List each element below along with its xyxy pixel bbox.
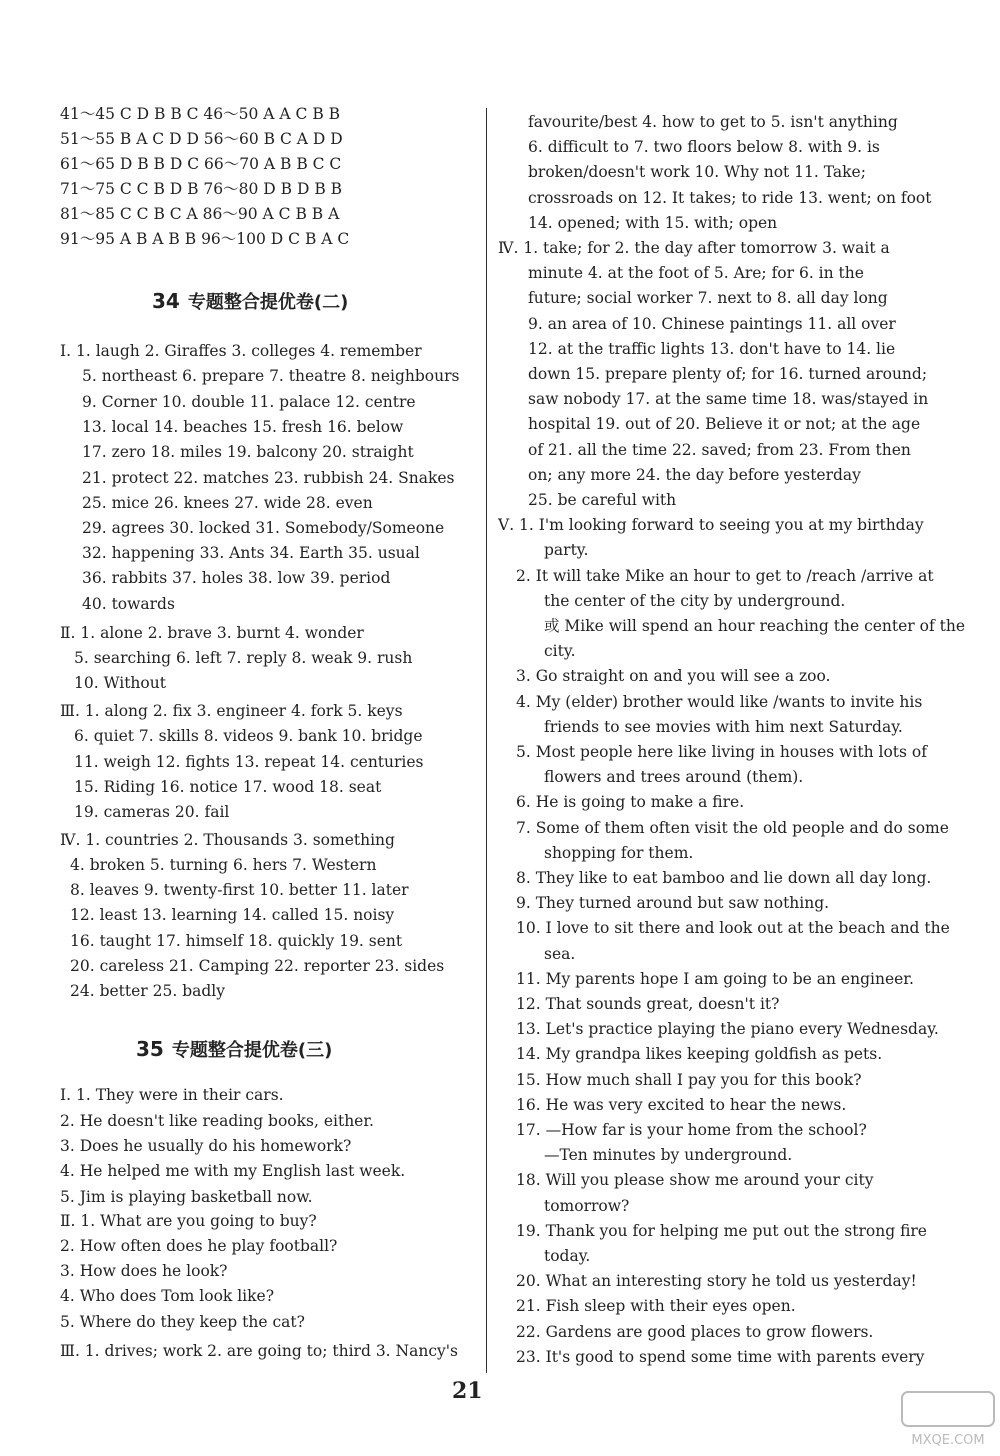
answer-line: broken/doesn't work 10. Why not 11. Take; xyxy=(528,163,866,182)
section-title-text: 专题整合提优卷(三) xyxy=(171,1040,333,1061)
answer-line: today. xyxy=(544,1247,591,1265)
answer-line: 10. Without xyxy=(74,674,166,692)
answer-line: Ⅲ. 1. drives; work 2. are going to; third 3. Nancy's xyxy=(60,1342,458,1360)
answer-line: 91～95 A B A B B 96～100 D C B A C xyxy=(60,230,350,248)
section-title-35 xyxy=(136,1036,332,1062)
answer-line: Ⅳ. 1. take; for 2. the day after tomorrow 3. wait a xyxy=(498,239,890,257)
answer-line: 19. Thank you for helping me put out the strong fire xyxy=(516,1221,927,1240)
answer-line: friends to see movies with him next Saturday. xyxy=(544,717,903,736)
answer-line: 15. Riding 16. notice 17. wood 18. seat xyxy=(74,778,382,796)
answer-line: 21. protect 22. matches 23. rubbish 24. Snakes xyxy=(82,469,455,487)
answer-line: hospital 19. out of 20. Believe it or not; at the age xyxy=(528,415,921,434)
answer-line: 2. He doesn't like reading books, either. xyxy=(60,1112,374,1130)
answer-line: saw nobody 17. at the same time 18. was/stayed in xyxy=(528,390,929,409)
answer-line: 2. It will take Mike an hour to get to /reach /arrive at xyxy=(516,566,934,585)
answer-line: 24. better 25. badly xyxy=(70,982,226,1000)
answer-line: 5. Where do they keep the cat? xyxy=(60,1313,305,1331)
answer-line: 3. Go straight on and you will see a zoo. xyxy=(516,667,831,686)
answer-line: 7. Some of them often visit the old people and do some xyxy=(516,818,949,837)
answer-line: 20. What an interesting story he told us yesterday! xyxy=(516,1272,917,1291)
answer-line: crossroads on 12. It takes; to ride 13. went; on foot xyxy=(528,188,932,207)
answer-line: minute 4. at the foot of 5. Are; for 6. in the xyxy=(528,264,864,283)
answer-line: 9. They turned around but saw nothing. xyxy=(516,894,830,913)
answer-line: 19. cameras 20. fail xyxy=(74,803,230,821)
answer-line: tomorrow? xyxy=(544,1196,630,1215)
answer-line: the center of the city by underground. xyxy=(544,591,846,610)
answer-line: 71～75 C C B D B 76～80 D B D B B xyxy=(60,180,343,198)
answer-line: 16. taught 17. himself 18. quickly 19. sent xyxy=(70,932,403,950)
answer-line: 3. Does he usually do his homework? xyxy=(60,1137,352,1155)
answer-line: 4. He helped me with my English last week. xyxy=(60,1162,406,1180)
answer-line: 12. at the traffic lights 13. don't have to 14. lie xyxy=(528,339,896,358)
answer-line: 9. an area of 10. Chinese paintings 11. all over xyxy=(528,314,896,333)
answer-line: 3. How does he look? xyxy=(60,1262,228,1280)
answer-line: 32. happening 33. Ants 34. Earth 35. usual xyxy=(82,544,420,562)
answer-line: Ⅰ. 1. They were in their cars. xyxy=(60,1086,284,1104)
answer-line: 12. least 13. learning 14. called 15. noisy xyxy=(70,906,395,924)
answer-line: 40. towards xyxy=(82,595,175,613)
answer-line: favourite/best 4. how to get to 5. isn't anything xyxy=(528,113,898,131)
answer-line: 6. quiet 7. skills 8. videos 9. bank 10. bridge xyxy=(74,727,423,745)
answer-line: 5. northeast 6. prepare 7. theatre 8. neighbours xyxy=(82,367,460,385)
watermark-text: MXQE.COM xyxy=(911,1433,985,1448)
answer-line: 4. My (elder) brother would like /wants to invite his xyxy=(516,692,923,711)
answer-line: 18. Will you please show me around your city xyxy=(516,1171,874,1190)
answer-line: 5. Most people here like living in houses with lots of xyxy=(516,743,927,761)
answer-line: shopping for them. xyxy=(544,843,694,862)
answer-line: 61～65 D B B D C 66～70 A B B C C xyxy=(60,155,342,173)
answer-line: 12. That sounds great, doesn't it? xyxy=(516,995,780,1013)
section-number: 34 xyxy=(152,289,180,313)
answer-line: 8. They like to eat bamboo and lie down all day long. xyxy=(516,869,932,887)
answer-line: Ⅲ. 1. along 2. fix 3. engineer 4. fork 5. keys xyxy=(60,702,403,720)
answer-line: 5. Jim is playing basketball now. xyxy=(60,1188,313,1206)
answer-line: future; social worker 7. next to 8. all day long xyxy=(528,289,888,308)
answer-line: 8. leaves 9. twenty-first 10. better 11. later xyxy=(70,881,409,899)
answer-line: 4. broken 5. turning 6. hers 7. Western xyxy=(70,856,377,874)
answer-line: 16. He was very excited to hear the news. xyxy=(516,1095,847,1114)
answer-line: 或 Mike will spend an hour reaching the center of the xyxy=(544,617,966,635)
answer-line: sea. xyxy=(544,944,576,963)
page-number: 21 xyxy=(452,1378,483,1404)
answer-line: 23. It's good to spend some time with parents every xyxy=(516,1347,925,1366)
answer-line: 17. zero 18. miles 19. balcony 20. straight xyxy=(82,443,414,461)
answer-line: 14. opened; with 15. with; open xyxy=(528,213,778,232)
answer-line: down 15. prepare plenty of; for 16. turned around; xyxy=(528,365,928,383)
answer-line: Ⅴ. 1. I'm looking forward to seeing you at my birthday xyxy=(498,516,924,535)
answer-line: 81～85 C C B C A 86～90 A C B B A xyxy=(60,205,340,223)
answer-line: 29. agrees 30. locked 31. Somebody/Someone xyxy=(82,519,445,537)
section-number: 35 xyxy=(136,1037,164,1061)
answer-line: 25. mice 26. knees 27. wide 28. even xyxy=(82,494,373,512)
answer-line: 20. careless 21. Camping 22. reporter 23. sides xyxy=(70,957,445,975)
answer-line: Ⅱ. 1. alone 2. brave 3. burnt 4. wonder xyxy=(60,624,364,642)
answer-line: 6. He is going to make a fire. xyxy=(516,793,745,812)
answer-line: 13. local 14. beaches 15. fresh 16. below xyxy=(82,418,404,436)
answer-line: 11. weigh 12. fights 13. repeat 14. centuries xyxy=(74,753,424,771)
answer-line: city. xyxy=(544,642,576,661)
answer-line: 11. My parents hope I am going to be an engineer. xyxy=(516,969,914,988)
answer-line: 22. Gardens are good places to grow flowers. xyxy=(516,1322,874,1341)
answer-line: Ⅱ. 1. What are you going to buy? xyxy=(60,1212,317,1230)
answer-line: 10. I love to sit there and look out at the beach and the xyxy=(516,919,950,938)
answer-line: of 21. all the time 22. saved; from 23. From then xyxy=(528,440,911,459)
answer-line: 51～55 B A C D D 56～60 B C A D D xyxy=(60,130,343,148)
answer-line: party. xyxy=(544,541,589,560)
answer-line: 13. Let's practice playing the piano every Wednesday. xyxy=(516,1020,939,1039)
answer-line: 9. Corner 10. double 11. palace 12. centre xyxy=(82,393,416,411)
answer-line: on; any more 24. the day before yesterday xyxy=(528,465,861,484)
answer-line: 25. be careful with xyxy=(528,491,677,509)
answer-line: 5. searching 6. left 7. reply 8. weak 9. rush xyxy=(74,649,413,667)
column-divider xyxy=(486,108,487,1373)
answer-line: 15. How much shall I pay you for this book? xyxy=(516,1070,862,1089)
section-title-34 xyxy=(152,288,348,314)
answer-line: 36. rabbits 37. holes 38. low 39. period xyxy=(82,569,391,587)
answer-line: 6. difficult to 7. two floors below 8. with 9. is xyxy=(528,138,880,157)
answer-line: —Ten minutes by underground. xyxy=(544,1146,793,1165)
answer-line: 14. My grandpa likes keeping goldfish as pets. xyxy=(516,1045,883,1064)
answer-line: 2. How often does he play football? xyxy=(60,1237,338,1255)
answer-line: Ⅳ. 1. countries 2. Thousands 3. something xyxy=(60,831,395,849)
answer-line: Ⅰ. 1. laugh 2. Giraffes 3. colleges 4. remember xyxy=(60,342,422,360)
answer-line: flowers and trees around (them). xyxy=(544,768,804,787)
section-title-text: 专题整合提优卷(二) xyxy=(187,292,349,313)
watermark-logo xyxy=(900,1390,996,1450)
answer-line: 4. Who does Tom look like? xyxy=(60,1287,275,1305)
answer-line: 41～45 C D B B C 46～50 A A C B B xyxy=(60,105,341,123)
answer-line: 17. —How far is your home from the school? xyxy=(516,1121,867,1139)
answer-line: 21. Fish sleep with their eyes open. xyxy=(516,1297,796,1316)
